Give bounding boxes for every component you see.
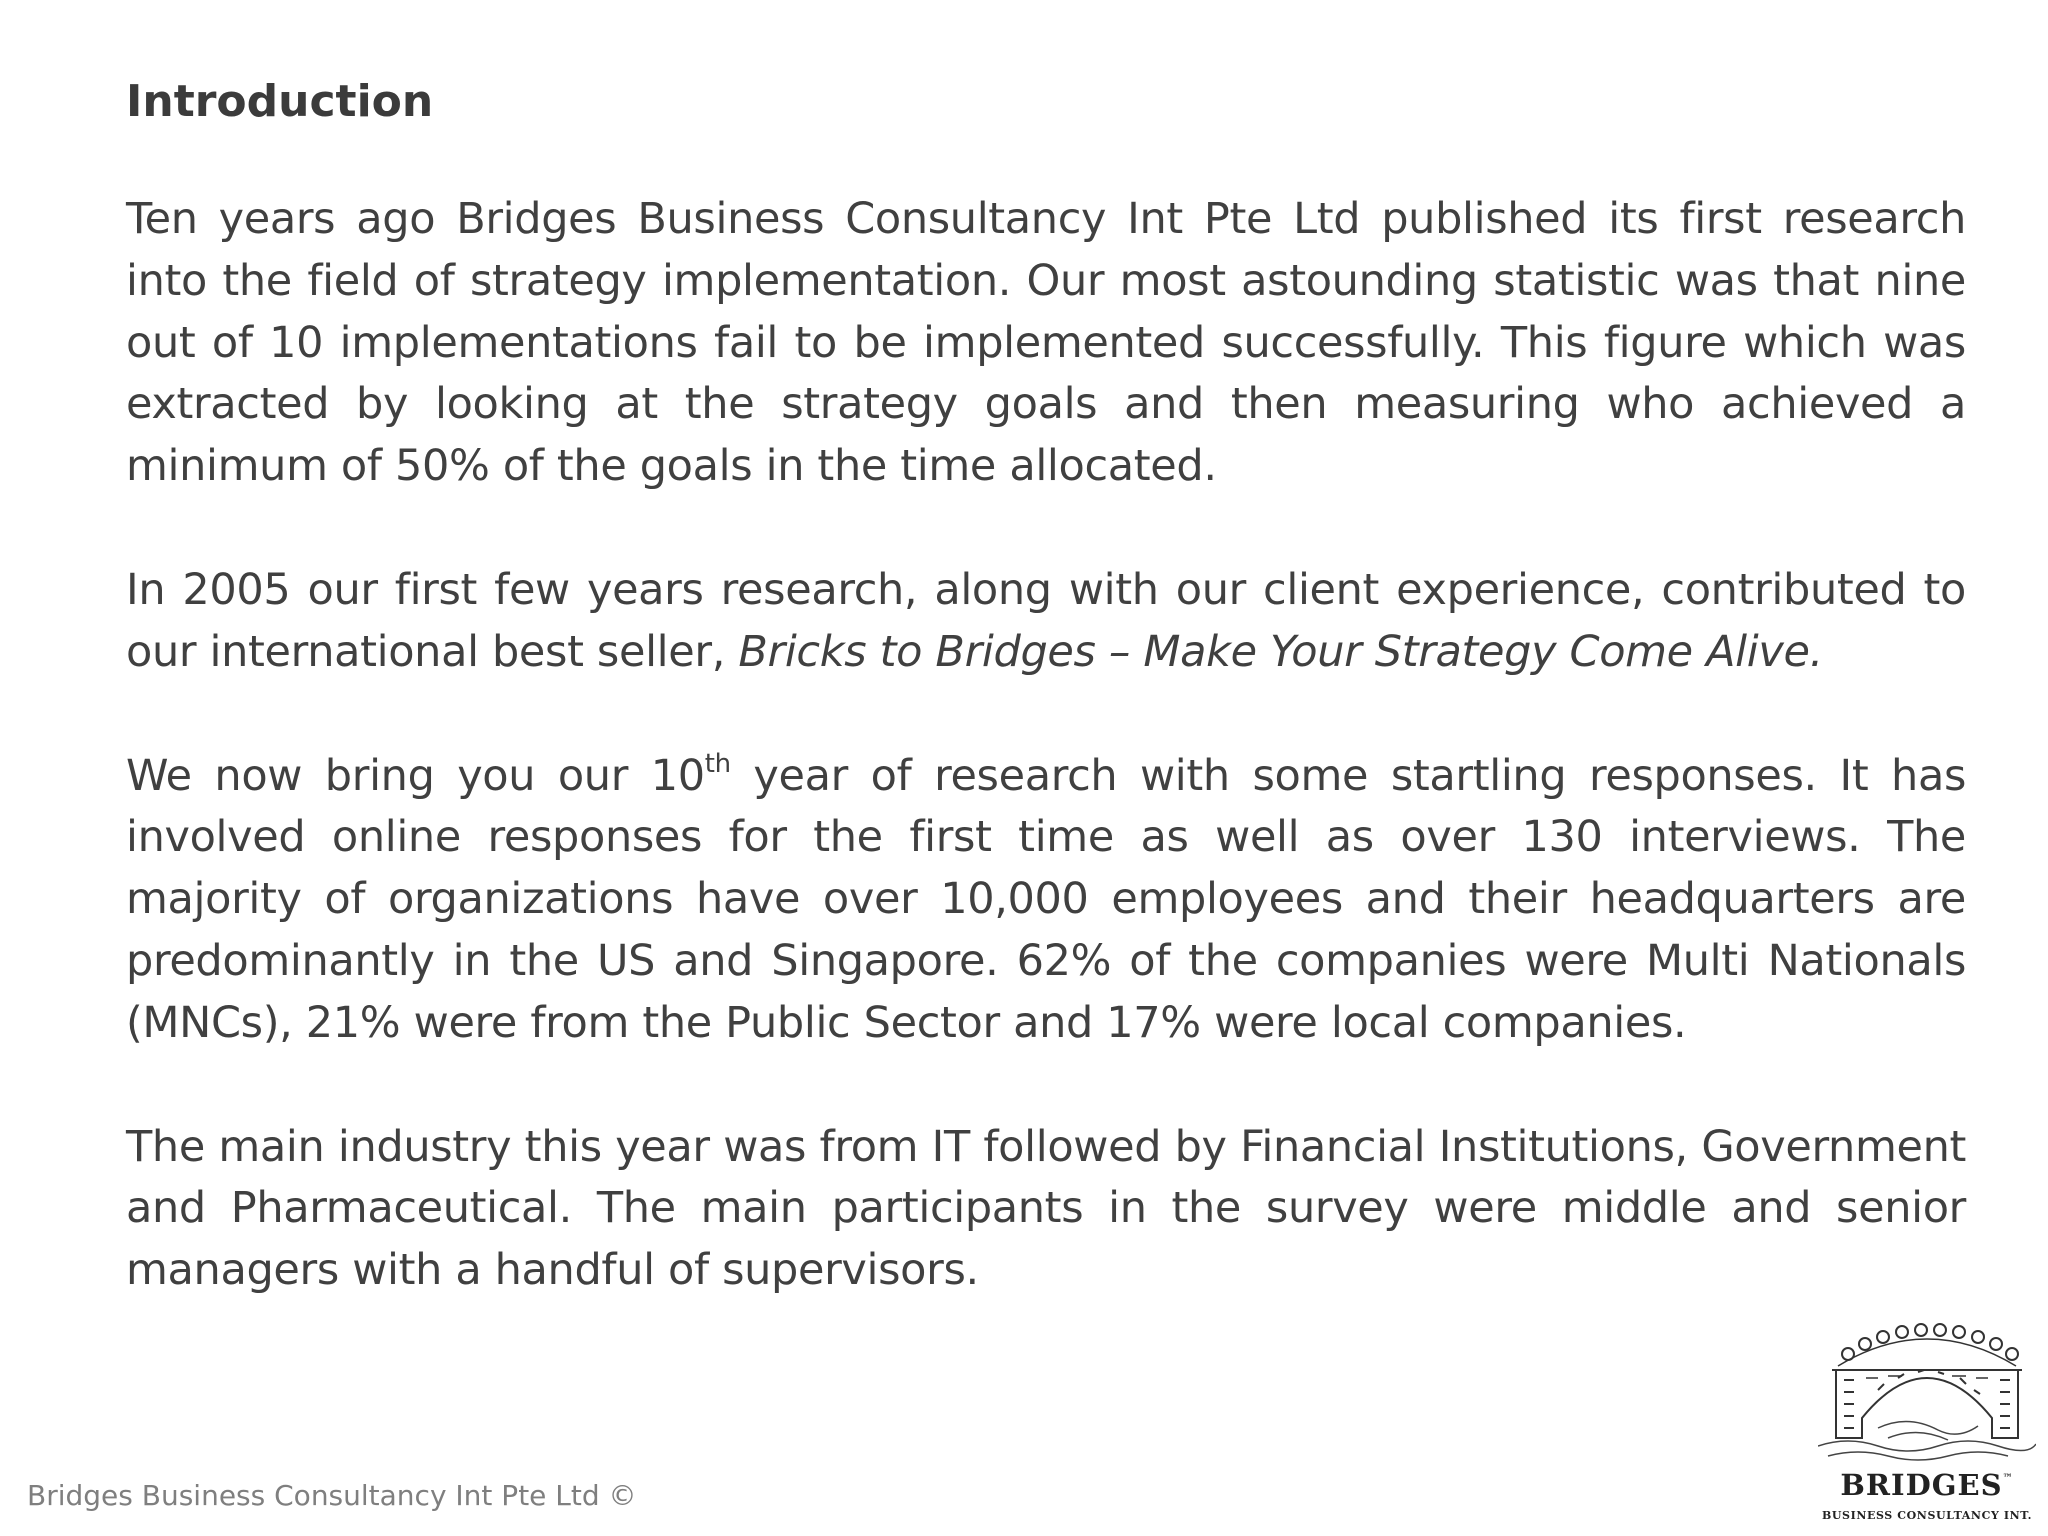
paragraph-2 [126,560,1966,684]
paragraph-2-text: In 2005 our first few years research, along with our client experience, contributed to our international best seller, [126,564,1966,677]
book-title: Bricks to Bridges – Make Your Strategy Come Alive. [738,626,1823,677]
document-body [126,72,1966,1364]
paragraph-1 [126,189,1966,498]
bridge-arch-icon [1818,1318,2036,1468]
logo-name: BRIDGES [1840,1468,2003,1502]
footer-copyright: Bridges Business Consultancy Int Pte Ltd © [27,1479,637,1512]
paragraph-3-lead: We now bring you our 10 [126,750,705,801]
logo-subtitle: BUSINESS CONSULTANCY INT. [1821,1509,2033,1522]
paragraph-3 [126,746,1966,1055]
paragraph-3-text: year of research with some startling responses. It has involved online responses for the first time as well as over 130 interviews. The majority of organizations have over 10,000 employees and their headquarters are predominantly in the US and Singapore. 62% of the companies were Multi Nationals (MNCs), 21% were from the Public Sector and 17% were local companies. [126,750,1966,1048]
paragraph-1-text: Ten years ago Bridges Business Consultancy Int Pte Ltd published its first research into the field of strategy implementation. Our most astounding statistic was that nine out of 10 implementations fail to be implemented successfully. This figure which was extracted by looking at the strategy goals and then measuring who achieved a minimum of 50% of the goals in the time allocated. [126,194,1966,492]
bridges-logo [1818,1318,2036,1530]
logo-wordmark [1818,1468,2036,1502]
logo-trademark: ™ [2002,1473,2014,1484]
paragraph-4 [126,1117,1966,1302]
ordinal-superscript: th [704,748,731,779]
paragraph-4-text: The main industry this year was from IT followed by Financial Institutions, Government and Pharmaceutical. The main participants in the survey were middle and senior managers with a handful of supervisors. [126,1121,1966,1296]
section-heading: Introduction [126,76,434,127]
